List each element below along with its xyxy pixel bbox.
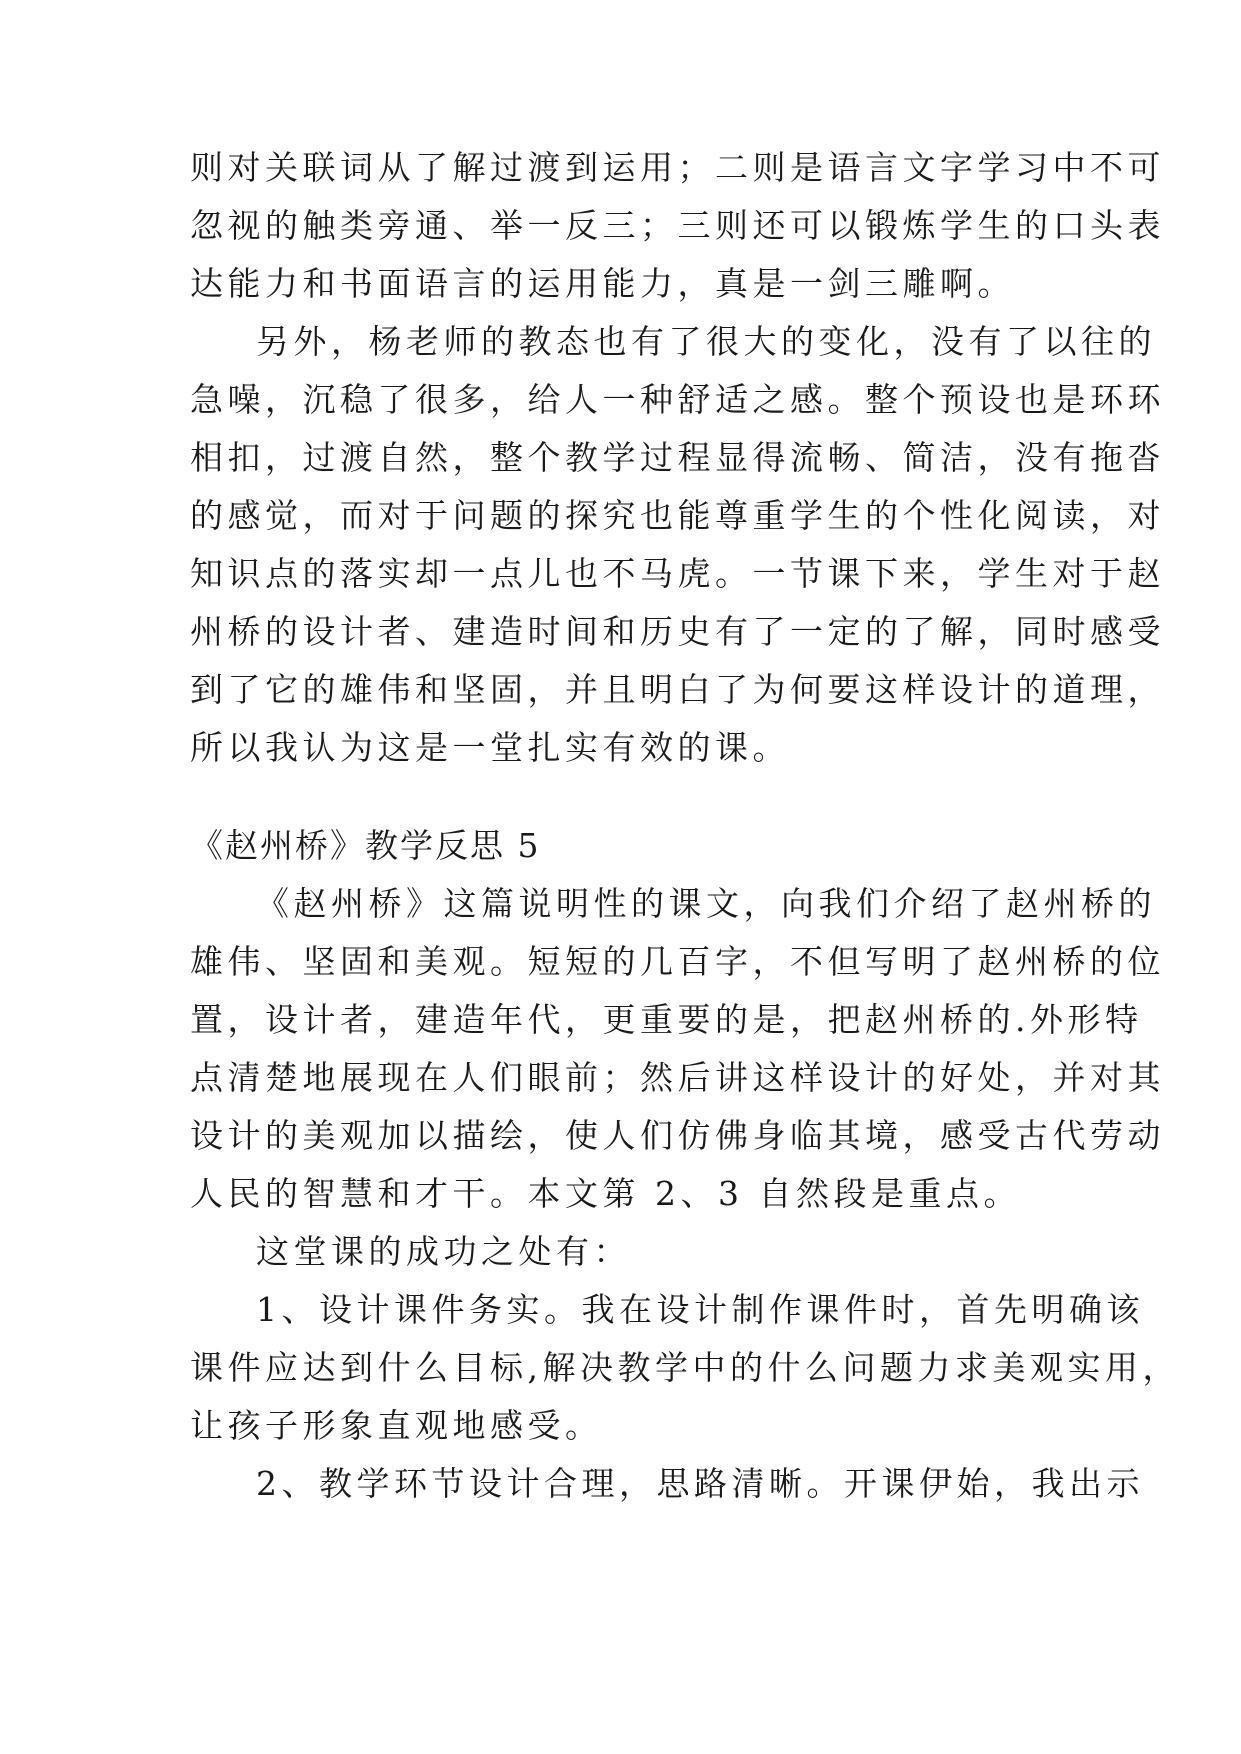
body-text-line: 所以我认为这是一堂扎实有效的课。 <box>190 728 790 767</box>
body-text-line: 点清楚地展现在人们眼前；然后讲这样设计的好处，并对其 <box>190 1058 1165 1097</box>
body-text-line: 州桥的设计者、建造时间和历史有了一定的了解，同时感受 <box>190 612 1165 651</box>
body-text-line: 雄伟、坚固和美观。短短的几百字，不但写明了赵州桥的位 <box>190 942 1165 981</box>
body-text-line: 这堂课的成功之处有： <box>256 1232 631 1271</box>
body-text-line: 《赵州桥》这篇说明性的课文，向我们介绍了赵州桥的 <box>256 884 1156 923</box>
body-text-line: 相扣，过渡自然，整个教学过程显得流畅、简洁，没有拖沓 <box>190 438 1165 477</box>
body-text-line: 到了它的雄伟和坚固，并且明白了为何要这样设计的道理， <box>190 670 1165 709</box>
body-text-line: 忽视的触类旁通、举一反三；三则还可以锻炼学生的口头表 <box>190 206 1165 245</box>
body-text-line: 另外，杨老师的教态也有了很大的变化，没有了以往的 <box>256 322 1156 361</box>
body-text-line: 设计的美观加以描绘，使人们仿佛身临其境，感受古代劳动 <box>190 1116 1165 1155</box>
body-text-line: 1、设计课件务实。我在设计制作课件时，首先明确该 <box>256 1290 1144 1329</box>
body-text-line: 让孩子形象直观地感受。 <box>190 1406 603 1445</box>
section-heading: 《赵州桥》教学反思 5 <box>190 826 541 865</box>
body-text-line: 则对关联词从了解过渡到运用；二则是语言文字学习中不可 <box>190 148 1165 187</box>
body-text-line: 知识点的落实却一点儿也不马虎。一节课下来，学生对于赵 <box>190 554 1165 593</box>
body-text-line: 达能力和书面语言的运用能力，真是一剑三雕啊。 <box>190 264 1015 303</box>
body-text-line: 课件应达到什么目标,解决教学中的什么问题力求美观实用， <box>190 1348 1180 1387</box>
body-text-line: 的感觉，而对于问题的探究也能尊重学生的个性化阅读，对 <box>190 496 1165 535</box>
body-text-line: 2、教学环节设计合理，思路清晰。开课伊始，我出示 <box>256 1464 1144 1503</box>
body-text-line: 人民的智慧和才干。本文第 2、3 自然段是重点。 <box>190 1174 1021 1213</box>
body-text-line: 置，设计者，建造年代，更重要的是，把赵州桥的.外形特 <box>190 1000 1143 1039</box>
body-text-line: 急噪，沉稳了很多，给人一种舒适之感。整个预设也是环环 <box>190 380 1165 419</box>
